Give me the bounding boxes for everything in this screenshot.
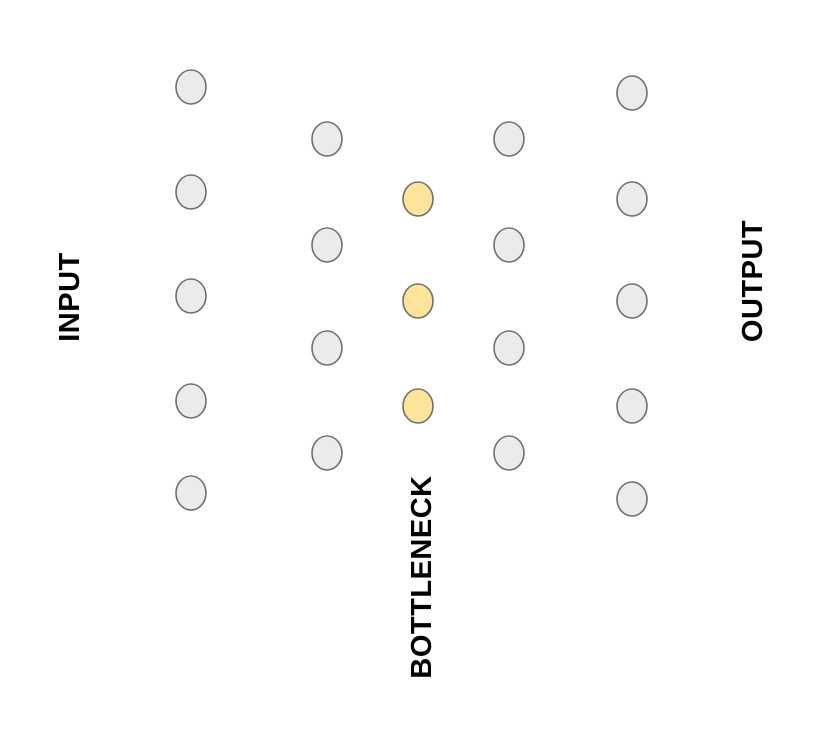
output-layer-node-4 (617, 389, 647, 423)
bottleneck-label: BOTTLENECK (406, 475, 438, 679)
decoder-layer-node-1 (494, 122, 524, 156)
decoder-layer-node-3 (494, 331, 524, 365)
decoder-layer-node-4 (494, 436, 524, 470)
output-layer-node-5 (617, 482, 647, 516)
encoder-layer-node-1 (312, 122, 342, 156)
output-layer-node-2 (617, 182, 647, 216)
output-layer-node-1 (617, 76, 647, 110)
encoder-layer-node-2 (312, 228, 342, 262)
input-layer-node-4 (176, 384, 206, 418)
bottleneck-layer-node-2 (403, 284, 433, 318)
output-label: OUTPUT (737, 219, 769, 343)
encoder-layer-node-4 (312, 436, 342, 470)
decoder-layer-node-2 (494, 228, 524, 262)
input-layer-node-5 (176, 476, 206, 510)
input-layer-node-2 (176, 175, 206, 209)
encoder-layer-node-3 (312, 331, 342, 365)
input-layer-node-3 (176, 279, 206, 313)
network-nodes (176, 70, 647, 516)
input-label: INPUT (54, 252, 86, 342)
bottleneck-layer-node-1 (403, 182, 433, 216)
output-layer-node-3 (617, 284, 647, 318)
input-layer-node-1 (176, 70, 206, 104)
bottleneck-layer-node-3 (403, 389, 433, 423)
